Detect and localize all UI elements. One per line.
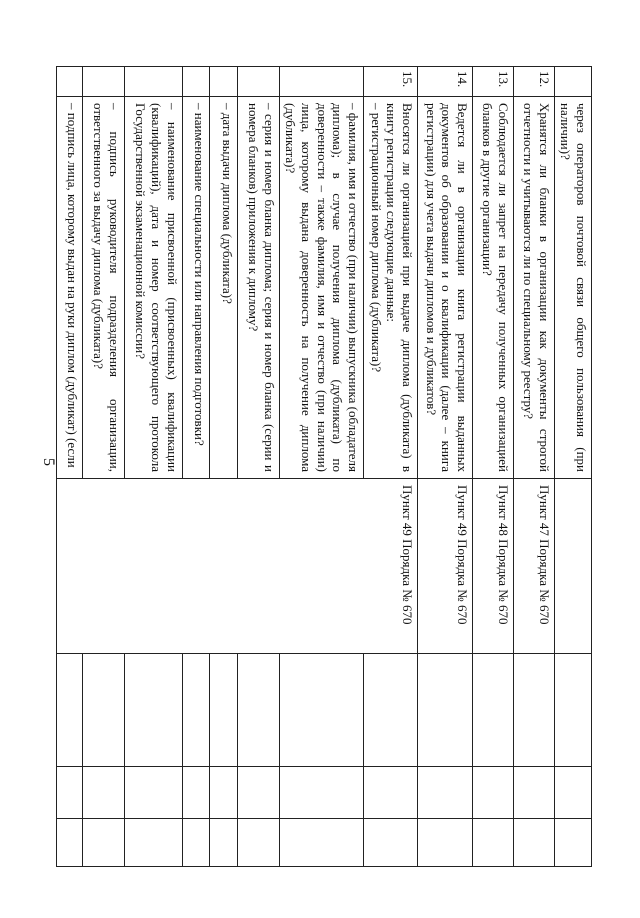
empty-cell	[82, 654, 124, 767]
empty-cell	[555, 654, 592, 767]
empty-cell	[82, 819, 124, 867]
empty-cell	[279, 819, 363, 867]
table-row	[82, 67, 124, 867]
empty-cell	[182, 767, 209, 819]
page-number: 5	[40, 458, 57, 466]
question-cell: – фамилия, имя и отчество (при наличии) выпускника (обладателя диплома); в случае получения диплома (дубликата) по доверенности – также фамилия, имя и отчество (при наличии) лица, которому выдана доверенность на получение диплома (дубликата)?	[279, 97, 363, 479]
table-row	[514, 67, 555, 867]
empty-cell	[279, 654, 363, 767]
empty-cell	[182, 654, 209, 767]
question-cell: – подпись руководителя подразделения организации, ответственного за выдачу диплома (дубликата)?	[82, 97, 124, 479]
empty-cell	[364, 767, 418, 819]
empty-cell	[514, 819, 555, 867]
empty-cell	[473, 654, 514, 767]
row-number	[124, 67, 182, 97]
reference-cell: Пункт 49 Порядка № 670	[418, 479, 473, 654]
question-cell: – наименование специальности или направления подготовки?	[182, 97, 209, 479]
checklist-table	[56, 66, 592, 867]
row-number	[82, 67, 124, 97]
table-row	[364, 67, 418, 867]
row-number: 13.	[473, 67, 514, 97]
table-row	[418, 67, 473, 867]
empty-cell	[124, 767, 182, 819]
empty-cell	[209, 819, 237, 867]
empty-cell	[418, 654, 473, 767]
empty-cell	[473, 819, 514, 867]
table-row	[279, 67, 363, 867]
empty-cell	[237, 767, 279, 819]
question-cell: через операторов почтовой связи общего пользования (при наличии)?	[555, 97, 592, 479]
table-row	[124, 67, 182, 867]
row-number	[555, 67, 592, 97]
question-cell: – дата выдачи диплома (дубликата)?	[209, 97, 237, 479]
empty-cell	[56, 819, 82, 867]
question-cell: Хранятся ли бланки в организации как документы строгой отчетности и учитываются ли по специальному реестру?	[514, 97, 555, 479]
row-number: 15.	[364, 67, 418, 97]
empty-cell	[555, 819, 592, 867]
row-number	[237, 67, 279, 97]
empty-cell	[56, 654, 82, 767]
question-cell: Ведется ли в организации книга регистрации выданных документов об образовании и о квалификации (далее – книга регистрации) для учета выдачи дипломов и дубликатов?	[418, 97, 473, 479]
row-number	[279, 67, 363, 97]
empty-cell	[209, 767, 237, 819]
empty-cell	[124, 654, 182, 767]
question-text: Вносятся ли организацией при выдаче диплома (дубликата) в книгу регистрации следующие данные:	[384, 103, 416, 472]
empty-cell	[473, 767, 514, 819]
reference-cell: Пункт 49 Порядка № 670	[56, 479, 417, 654]
rotated-page-content	[64, 66, 592, 866]
table-row	[473, 67, 514, 867]
empty-cell	[237, 654, 279, 767]
row-number	[182, 67, 209, 97]
question-cell: Соблюдается ли запрет на передачу полученных организацией бланков в другие организации?	[473, 97, 514, 479]
row-number: 14.	[418, 67, 473, 97]
row-number	[56, 67, 82, 97]
table-row	[555, 67, 592, 867]
empty-cell	[56, 767, 82, 819]
empty-cell	[555, 767, 592, 819]
question-cell	[364, 97, 418, 479]
empty-cell	[82, 767, 124, 819]
reference-cell	[555, 479, 592, 654]
question-cell: – наименование присвоенной (присвоенных) квалификации (квалификаций), дата и номер соответствующего протокола Государственной экзаменационной комиссии?	[124, 97, 182, 479]
empty-cell	[418, 819, 473, 867]
question-cell: – серия и номер бланка диплома; серия и номер бланка (серии и номера бланков) приложения к диплому?	[237, 97, 279, 479]
row-number	[209, 67, 237, 97]
row-number: 12.	[514, 67, 555, 97]
table-row	[209, 67, 237, 867]
empty-cell	[279, 767, 363, 819]
table-row	[182, 67, 209, 867]
reference-cell: Пункт 47 Порядка № 670	[514, 479, 555, 654]
table-row	[237, 67, 279, 867]
question-item: – регистрационный номер диплома (дубликата)?	[368, 103, 384, 373]
empty-cell	[237, 819, 279, 867]
empty-cell	[364, 654, 418, 767]
empty-cell	[364, 819, 418, 867]
empty-cell	[209, 654, 237, 767]
empty-cell	[418, 767, 473, 819]
reference-cell: Пункт 48 Порядка № 670	[473, 479, 514, 654]
table-row	[56, 67, 82, 867]
empty-cell	[124, 819, 182, 867]
empty-cell	[514, 654, 555, 767]
question-cell: – подпись лица, которому выдан на руки диплом (дубликат) (если	[56, 97, 82, 479]
empty-cell	[514, 767, 555, 819]
empty-cell	[182, 819, 209, 867]
